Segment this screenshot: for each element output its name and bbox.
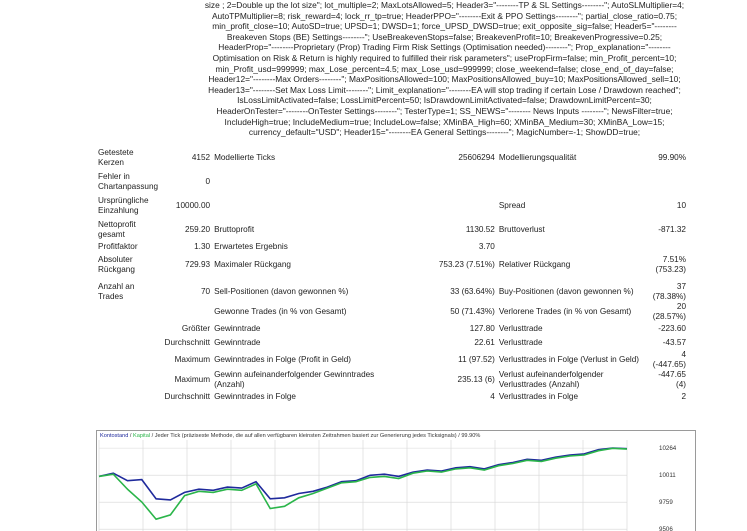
stats-row xyxy=(96,336,688,350)
col2-value xyxy=(401,192,497,216)
y-tick-label: 10264 xyxy=(659,445,677,453)
col3-value: -447.65 (4) xyxy=(658,370,686,389)
col2-value: 50 (71.43%) xyxy=(450,307,495,316)
col2-value: 1130.52 xyxy=(465,225,495,234)
row-label xyxy=(96,350,160,370)
col3-value: -43.57 xyxy=(662,338,686,347)
stats-row xyxy=(96,350,688,370)
stats-row xyxy=(96,148,688,168)
col2-label xyxy=(212,192,401,216)
col2-value: 3.70 xyxy=(478,242,495,251)
col2-label: Erwartetes Ergebnis xyxy=(214,242,288,251)
col2-value: 753.23 (7.51%) xyxy=(438,260,495,269)
col3-label: Verlust aufeinanderfolgender Verlusttrades (Anzahl) xyxy=(498,370,604,389)
col2-label: Bruttoprofit xyxy=(214,225,255,234)
row-value xyxy=(160,302,212,322)
row-value: Durchschnitt xyxy=(164,392,211,401)
col2-value: 25606294 xyxy=(458,153,495,162)
col3-value: 7.51% (753.23) xyxy=(655,255,686,274)
stats-row xyxy=(96,390,688,404)
col2-value: 127.80 xyxy=(469,324,495,333)
legend-kapital: Kapital xyxy=(132,433,151,439)
col3-value: 4 (-447.65) xyxy=(652,350,687,369)
col3-value: 20 (28.57%) xyxy=(652,302,687,321)
col3-label: Modellierungsqualität xyxy=(498,153,577,162)
col3-label: Spread xyxy=(498,201,526,210)
row-label xyxy=(96,322,160,336)
col3-value: -223.60 xyxy=(658,324,686,333)
stats-row xyxy=(96,240,688,254)
col2-value: 33 (63.64%) xyxy=(450,287,495,296)
row-label: Fehler in Chartanpassung xyxy=(98,172,159,191)
row-label xyxy=(96,370,160,390)
row-value: 1.30 xyxy=(194,242,211,251)
col3-label: Buy-Positionen (davon gewonnen %) xyxy=(498,287,634,296)
stats-row xyxy=(96,254,688,276)
col2-label: Gewinn aufeinanderfolgender Gewinntrades (Anzahl) xyxy=(214,370,375,389)
stats-row xyxy=(96,192,688,216)
col3-label: Bruttoverlust xyxy=(498,225,545,234)
col3-value: -871.32 xyxy=(658,225,686,234)
col2-label: Gewinntrade xyxy=(214,338,261,347)
col2-label xyxy=(212,168,401,192)
col3-value: 99.90% xyxy=(658,153,686,162)
balance-chart xyxy=(96,430,696,531)
row-value: Maximum xyxy=(174,375,211,384)
col2-label: Gewonne Trades (in % von Gesamt) xyxy=(214,307,347,316)
col2-value: 11 (97.52) xyxy=(458,355,495,364)
row-label: Nettoprofit gesamt xyxy=(98,220,136,239)
col3-label xyxy=(497,168,651,192)
col3-value: 10 xyxy=(676,201,686,210)
col2-value: 22.61 xyxy=(474,338,495,347)
row-value: Größter xyxy=(181,324,211,333)
stats-row xyxy=(96,370,688,390)
y-tick-label: 9759 xyxy=(659,499,673,507)
col3-value: 2 xyxy=(681,392,686,401)
col3-label: Verlorene Trades (in % von Gesamt) xyxy=(498,307,632,316)
col3-value: 37 (78.38%) xyxy=(652,282,687,301)
col2-value: 235.13 (6) xyxy=(457,375,495,384)
row-value: Maximum xyxy=(174,355,211,364)
row-value: 10000.00 xyxy=(175,201,211,210)
stats-row xyxy=(96,276,688,302)
input-parameters-text: size ; 2=Double up the lot size"; lot_multiple=2; MaxLotsAllowed=5; Header3="--------TP & SL Settings--------"; AutoSLMultiplier=4; AutoTPMultiplier=8; risk_reward=4; lock_rr_tp=true; HeaderPPO="--------Exit & PPO Settings--------"; partial_close_ratio=0.75; min_profit_close=10; AutoSD=true; UPSD=1; DWSD=1; force_UPSD_DWSD=true; exit_opposite_sig=false; Header5="--------Breakeven Stops (BE) Settings--------"; UseBreakevenStops=false; BreakevenProfit=10; BreakevenProgressive=0.25; HeaderProp="--------Proprietary (Prop) Trading Firm Risk Settings (Optimisation needed)--------"; Prop_explanation="--------Optimisation on Risk & Return is highly required to fulfilled their risk parameters"; usePropFirm=false; min_Profit_percent=10; min_Profit_usd=999999; max_Lose_percent=4.5; max_Lose_usd=999999; close_weekend=false; close_end_of_day=false; Header12="--------Max Orders--------"; MaxPositionsAllowed=100; MaxPositionsAllowed_buy=10; MaxPositionsAllowed_sell=10; Header13="--------Set Max Loss Limit--------"; Limit_explanation="--------EA will stop trading if certain Lose / Drawdown reached"; IsLossLimitActivated=false; LossLimitPercent=50; IsDrawdownLimitActivated=false; DrawdownLimitPercent=30; HeaderOnTester="--------OnTester Settings--------"; TesterType=1; SS_NEWS="-------- News Inputs --------"; NewsFilter=true; IncludeHigh=true; IncludeMedium=true; IncludeLow=false; XMinBA_High=60; XMinBA_Medium=30; XMinBA_Low=15; currency_default="USD"; Header15="--------EA General Settings--------"; MagicNumber=-1; ShowDD=true; xyxy=(204,0,687,138)
stats-row xyxy=(96,322,688,336)
chart-plot xyxy=(97,431,695,531)
row-label: Absoluter Rückgang xyxy=(98,255,135,274)
col3-label: Verlusttrades in Folge xyxy=(498,392,579,401)
col2-label: Gewinntrade xyxy=(214,324,261,333)
row-value: Durchschnitt xyxy=(164,338,211,347)
caption-separator: / xyxy=(128,433,133,439)
col2-label: Sell-Positionen (davon gewonnen %) xyxy=(214,287,349,296)
stats-table xyxy=(96,148,688,404)
col2-label: Gewinntrades in Folge (Profit in Geld) xyxy=(214,355,352,364)
y-tick-label: 10011 xyxy=(659,472,676,480)
col3-label: Verlusttrade xyxy=(498,338,543,347)
col2-value: 4 xyxy=(490,392,495,401)
row-label xyxy=(96,390,160,404)
col2-label: Modellierte Ticks xyxy=(214,153,276,162)
row-value: 729.93 xyxy=(185,260,211,269)
col2-value xyxy=(401,168,497,192)
row-label: Anzahl an Trades xyxy=(98,282,135,301)
row-label: Ursprüngliche Einzahlung xyxy=(98,196,149,215)
col3-label: Relativer Rückgang xyxy=(498,260,571,269)
col3-label: Verlusttrades in Folge (Verlust in Geld) xyxy=(498,355,640,364)
row-value: 0 xyxy=(205,177,211,186)
row-label xyxy=(96,302,160,322)
row-label: Profitfaktor xyxy=(98,242,138,251)
row-value: 259.20 xyxy=(185,225,211,234)
caption-method: / Jeder Tick (präziseste Methode, die auf allen verfügbaren kleinsten Zeitrahmen basiert zur Generierung jedes Ticksignals) / 99.90% xyxy=(150,433,481,439)
row-value: 4152 xyxy=(191,153,211,162)
row-value: 70 xyxy=(200,287,211,296)
col3-value xyxy=(651,240,688,254)
col3-label: Verlusttrade xyxy=(498,324,543,333)
row-label: Getestete Kerzen xyxy=(98,148,134,167)
row-label xyxy=(96,336,160,350)
stats-row xyxy=(96,216,688,240)
y-tick-label: 9506 xyxy=(659,526,673,531)
col2-label: Maximaler Rückgang xyxy=(214,260,291,269)
col3-value xyxy=(651,168,688,192)
col3-label xyxy=(497,240,651,254)
stats-row xyxy=(96,302,688,322)
stats-row xyxy=(96,168,688,192)
col2-label: Gewinntrades in Folge xyxy=(214,392,296,401)
legend-kontostand: Kontostand xyxy=(100,433,129,439)
